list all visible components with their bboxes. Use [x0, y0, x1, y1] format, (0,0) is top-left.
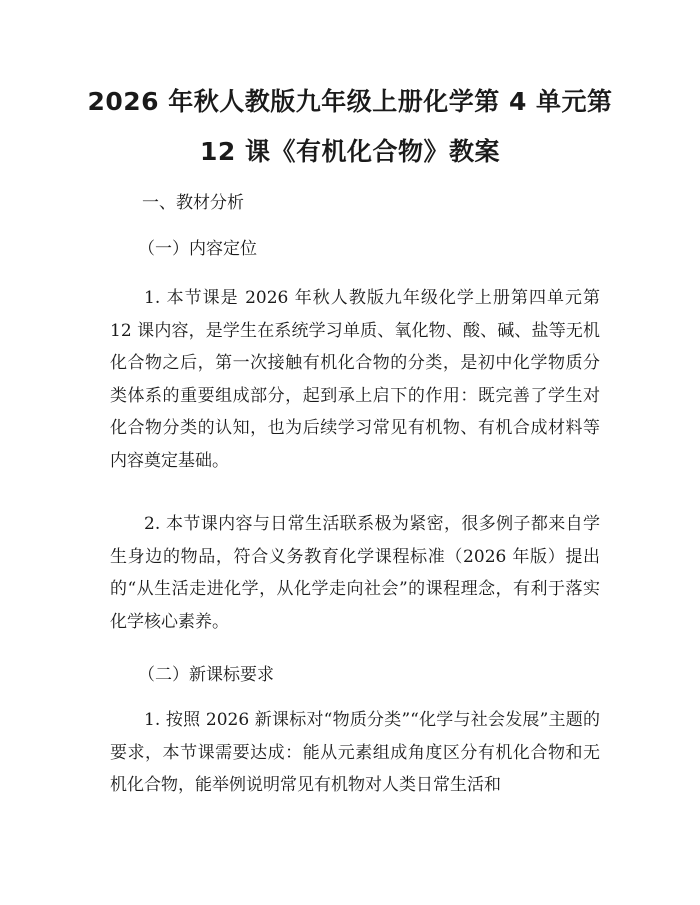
paragraph-content-positioning-2: 2. 本节课内容与日常生活联系极为紧密，很多例子都来自学生身边的物品，符合义务教育化学课程标准（2026 年版）提出的“从生活走进化学，从化学走向社会”的课程理念，有利于落实化学核心素养。	[110, 514, 600, 632]
section-heading-textbook-analysis: 一、教材分析	[142, 193, 244, 213]
paragraph-curriculum-requirements-1: 1. 按照 2026 新课标对“物质分类”“化学与社会发展”主题的要求，本节课需要达成：能从元素组成角度区分有机化合物和无机化合物，能举例说明常见有机物对人类日常生活和	[110, 710, 600, 795]
document-title-line-2: 12 课《有机化合物》教案	[200, 137, 500, 166]
document-title-line-1: 2026 年秋人教版九年级上册化学第 4 单元第	[87, 87, 613, 116]
subsection-heading-content-positioning: （一）内容定位	[138, 239, 257, 259]
subsection-heading-new-curriculum-requirements: （二）新课标要求	[138, 665, 274, 685]
paragraph-content-positioning-1: 1. 本节课是 2026 年秋人教版九年级化学上册第四单元第 12 课内容，是学生在系统学习单质、氧化物、酸、碱、盐等无机化合物之后，第一次接触有机化合物的分类，是初中化学物质分类体系的重要组成部分，起到承上启下的作用：既完善了学生对化合物分类的认知，也为后续学习常见有机物、有机合成材料等内容奠定基础。	[110, 288, 600, 471]
